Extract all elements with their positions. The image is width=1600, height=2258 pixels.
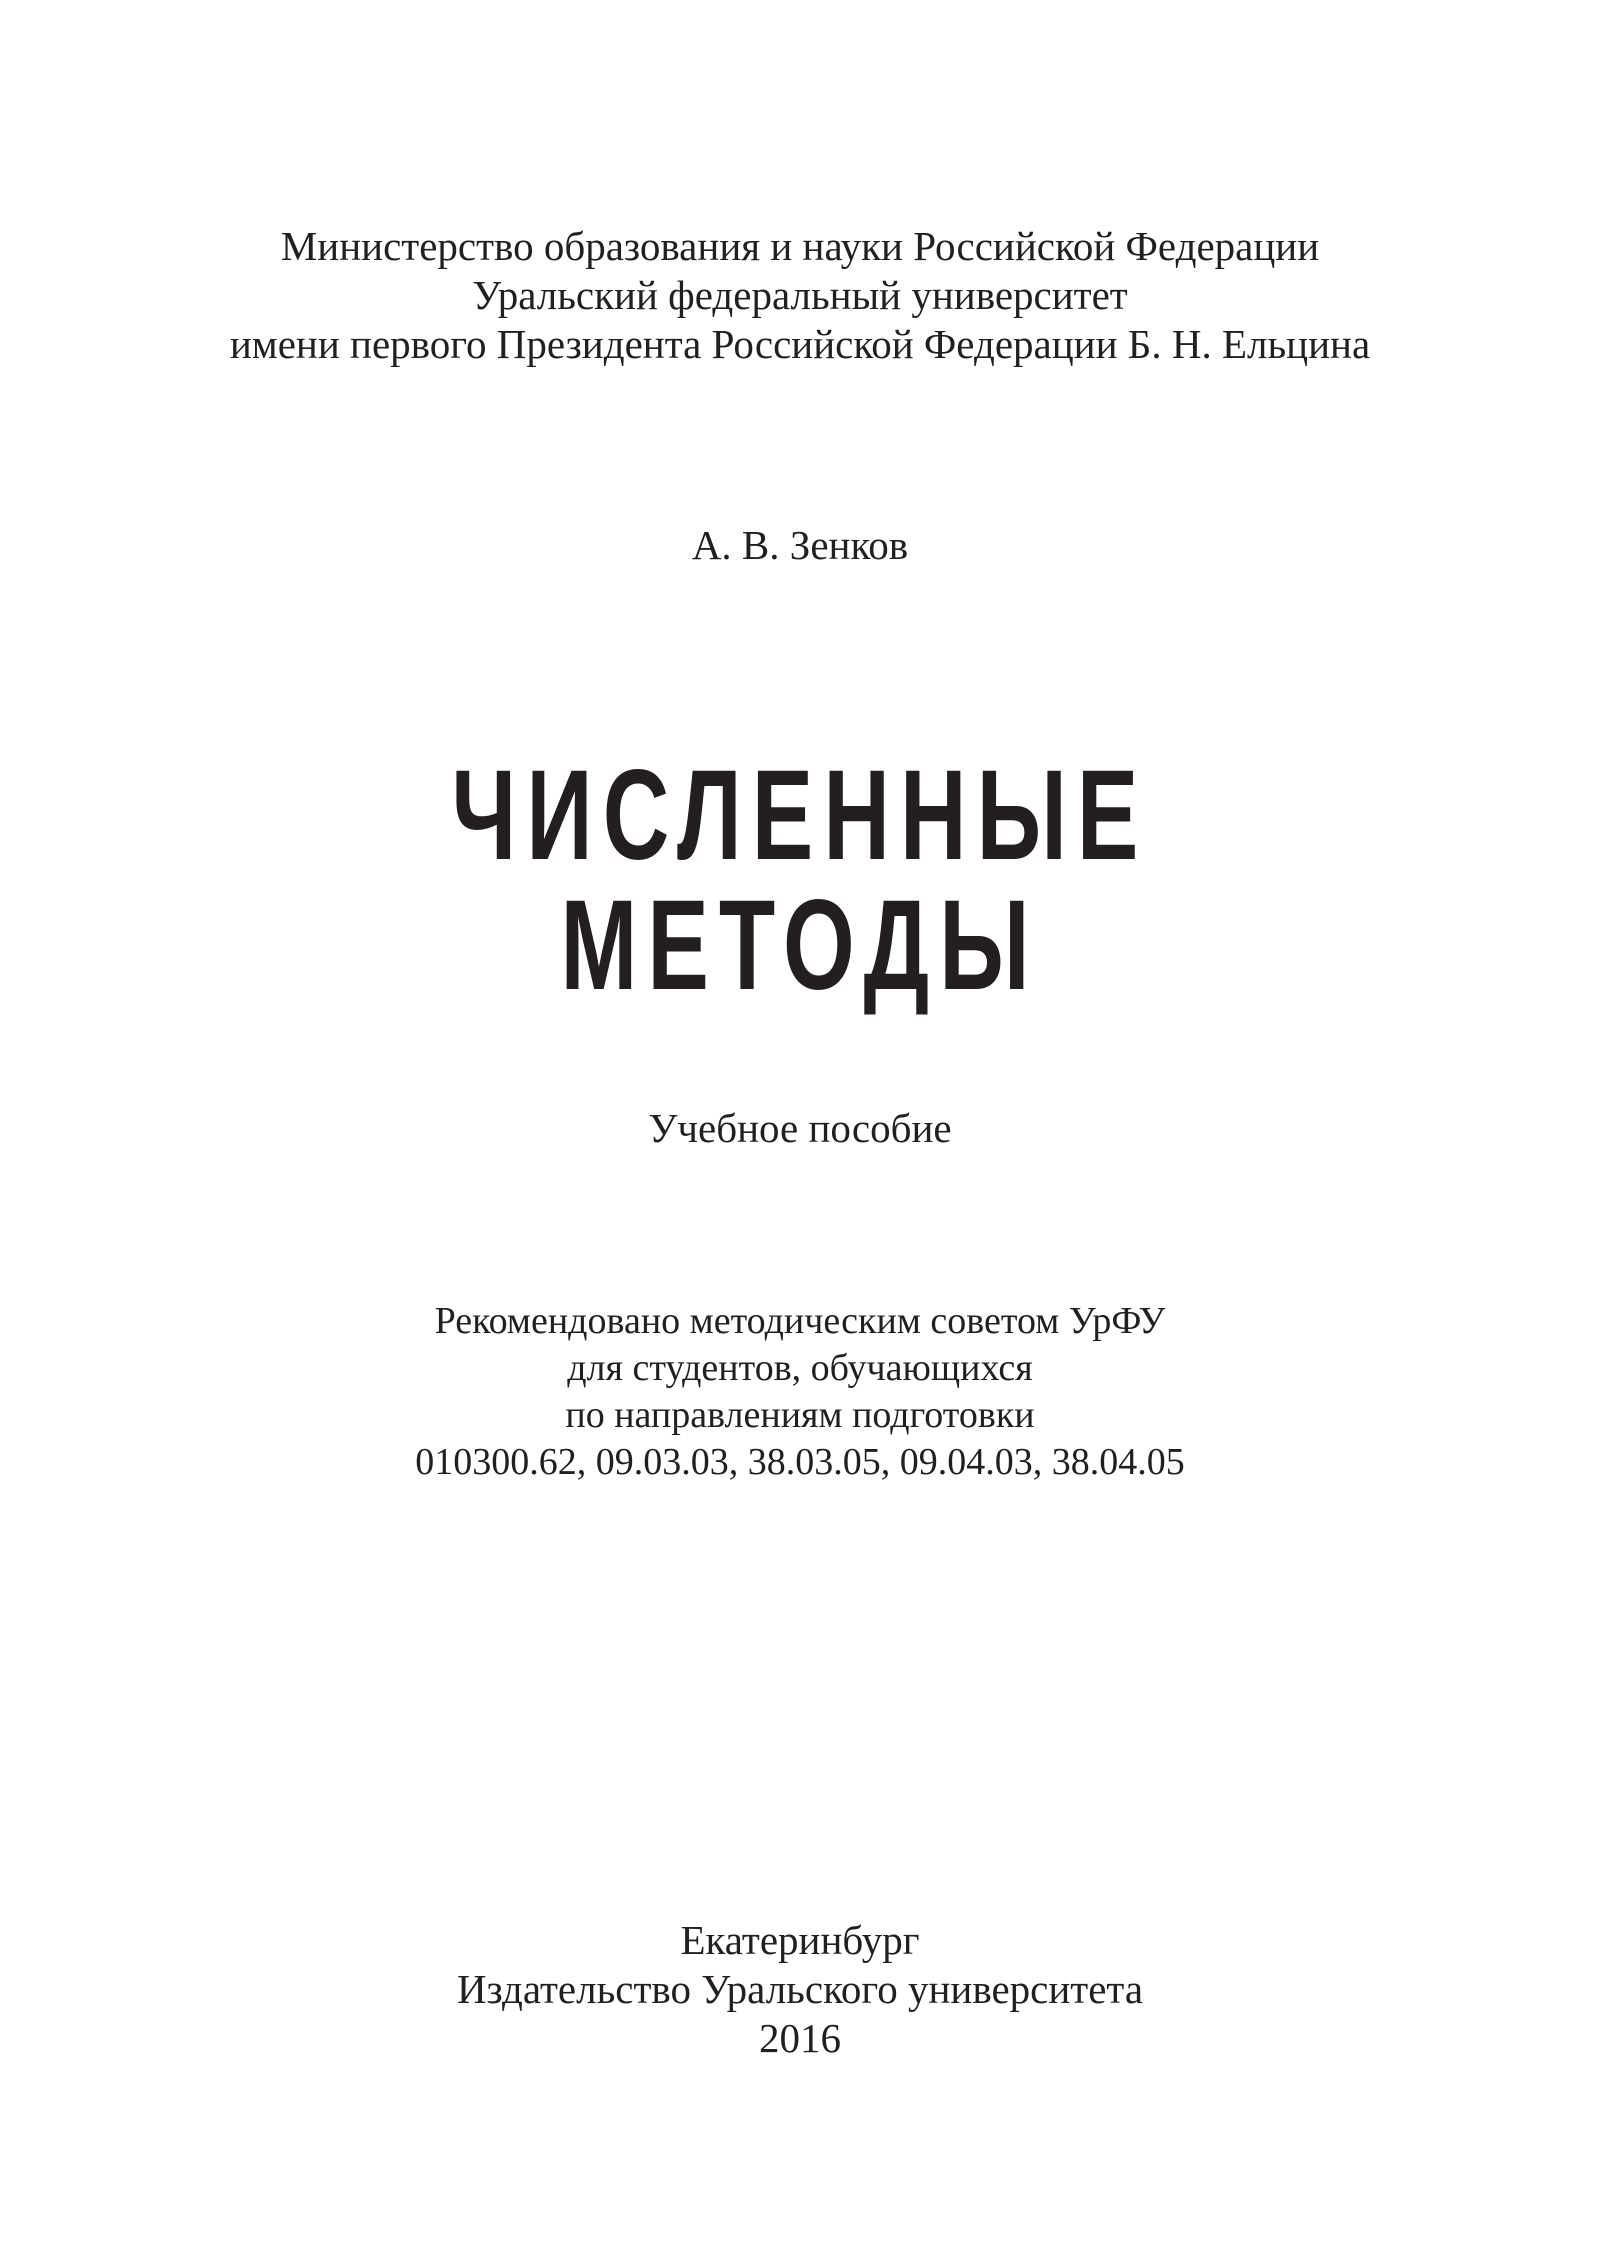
title-line-1: ЧИСЛЕННЫЕ — [451, 744, 1149, 887]
recommendation-line-3: по направлениям подготовки — [565, 1394, 1035, 1436]
subtitle-text: Учебное пособие — [648, 1105, 952, 1151]
author-name — [0, 521, 1600, 570]
institution-header — [0, 222, 1600, 369]
recommendation-line-2: для студентов, обучающихся — [567, 1347, 1033, 1389]
imprint-city: Екатеринбург — [680, 1917, 920, 1963]
title-line-2: МЕТОДЫ — [560, 874, 1040, 1017]
imprint — [0, 1916, 1600, 2063]
imprint-publisher: Издательство Уральского университета — [456, 1966, 1144, 2012]
recommendation-codes: 010300.62, 09.03.03, 38.03.05, 09.04.03, 38.04.05 — [415, 1441, 1185, 1483]
author-text: А. В. Зенков — [691, 522, 909, 568]
university-line: Уральский федеральный университет — [472, 272, 1128, 318]
university-name-line: имени первого Президента Российской Федерации Б. Н. Ельцина — [229, 321, 1371, 367]
recommendation-note — [0, 1298, 1600, 1486]
imprint-year: 2016 — [759, 2015, 841, 2061]
ministry-line: Министерство образования и науки Российской Федерации — [280, 223, 1320, 269]
recommendation-line-1: Рекомендовано методическим советом УрФУ — [434, 1300, 1166, 1342]
book-title — [224, 744, 1376, 1017]
book-subtitle — [0, 1104, 1600, 1153]
